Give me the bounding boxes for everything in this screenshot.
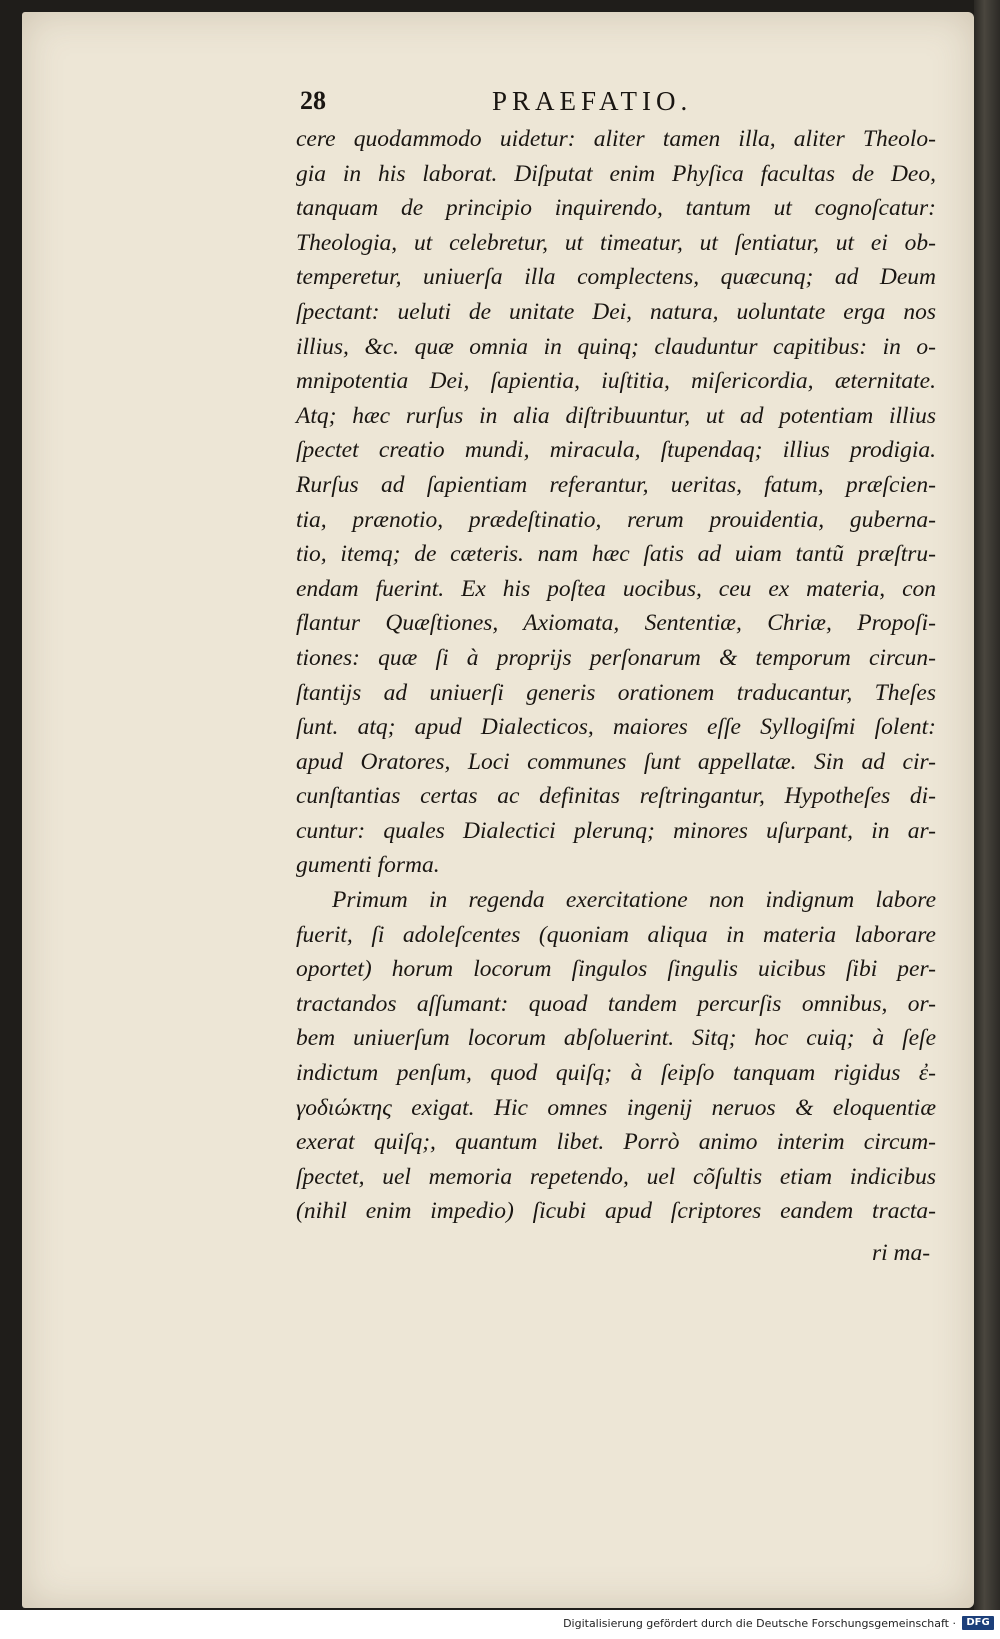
text-line: cunſtantias certas ac definitas reſtringantur, Hypotheſes di- <box>296 783 936 810</box>
text-line: illius, &c. quæ omnia in quinq; clauduntur capitibus: in o- <box>296 333 936 360</box>
text-line: tiones: quæ ſi à proprijs perſonarum & temporum circun- <box>296 644 936 671</box>
text-line: apud Oratores, Loci communes ſunt appellatæ. Sin ad cir- <box>296 748 936 775</box>
text-line: ſpectant: ueluti de unitate Dei, natura, uoluntate erga nos <box>296 298 936 325</box>
folio-number: 28 <box>300 86 326 115</box>
body-text <box>296 122 936 1229</box>
text-line: Theologia, ut celebretur, ut timeatur, ut ſentiatur, ut ei ob- <box>296 229 936 256</box>
dfg-logo: DFG <box>962 1616 994 1630</box>
text-line: oportet) horum locorum ſingulos ſingulis uicibus ſibi per- <box>296 956 936 983</box>
text-line: tractandos aſſumant: quoad tandem percurſis omnibus, or- <box>296 990 936 1017</box>
text-line: tia, prænotio, prædeſtinatio, rerum prouidentia, guberna- <box>296 506 936 533</box>
text-line: tio, itemq; de cæteris. nam hæc ſatis ad uiam tantũ præſtru- <box>296 541 936 568</box>
book-fore-edge <box>974 0 1000 1610</box>
catchword: ri ma- <box>872 1240 931 1266</box>
text-line: γοδιώκτης exigat. Hic omnes ingenij neruos & eloquentiæ <box>296 1094 936 1121</box>
credit-separator: · <box>949 1617 956 1630</box>
text-line: ſtantijs ad uniuerſi generis orationem traducantur, Theſes <box>296 679 936 706</box>
text-line: cere quodammodo uidetur: aliter tamen illa, aliter Theolo- <box>296 126 936 152</box>
page-header <box>300 86 940 118</box>
text-line: (nihil enim impedio) ſicubi apud ſcriptores eandem tracta- <box>296 1198 936 1225</box>
text-line: ſunt. atq; apud Dialecticos, maiores eſſe Syllogiſmi ſolent: <box>296 714 936 741</box>
text-line: bem uniuerſum locorum abſoluerint. Sitq; hoc cuiq; à ſeſe <box>296 1025 936 1052</box>
text-line: Rurſus ad ſapientiam referantur, ueritas, fatum, præſcien- <box>296 471 936 498</box>
text-line: ſpectet creatio mundi, miracula, ſtupendaq; illius prodigia. <box>296 437 936 464</box>
text-line-paragraph-end: gumenti forma. <box>296 852 440 879</box>
text-line: mnipotentia Dei, ſapientia, iuſtitia, miſericordia, æternitate. <box>296 368 936 395</box>
text-line: temperetur, uniuerſa illa complectens, quæcunq; ad Deum <box>296 264 936 291</box>
digitization-footer <box>0 1610 1000 1639</box>
text-line: indictum penſum, quod quiſq; à ſeipſo tanquam rigidus ἐ- <box>296 1060 936 1087</box>
running-head: PRAEFATIO. <box>492 86 693 116</box>
funding-credit-text: Digitalisierung gefördert durch die Deutsche Forschungsgemeinschaft <box>563 1617 949 1630</box>
text-line-paragraph-start: Primum in regenda exercitatione non indignum labore <box>332 887 936 914</box>
text-line: Atq; hæc rurſus in alia diſtribuuntur, ut ad potentiam illius <box>296 402 936 429</box>
text-line: flantur Quæſtiones, Axiomata, Sententiæ, Chriæ, Propoſi- <box>296 610 936 637</box>
text-line: tanquam de principio inquirendo, tantum ut cognoſcatur: <box>296 195 936 222</box>
text-line: endam fuerint. Ex his poſtea uocibus, ceu ex materia, con <box>296 575 936 602</box>
text-line: exerat quiſq;, quantum libet. Porrò animo interim circum- <box>296 1129 936 1156</box>
text-line: ſpectet, uel memoria repetendo, uel cõſultis etiam indicibus <box>296 1163 936 1190</box>
text-line: fuerit, ſi adoleſcentes (quoniam aliqua in materia laborare <box>296 921 936 948</box>
text-line: cuntur: quales Dialectici plerunq; minores uſurpant, in ar- <box>296 817 936 844</box>
text-line: gia in his laborat. Diſputat enim Phyſica facultas de Deo, <box>296 160 936 187</box>
funding-credit <box>563 1617 956 1630</box>
